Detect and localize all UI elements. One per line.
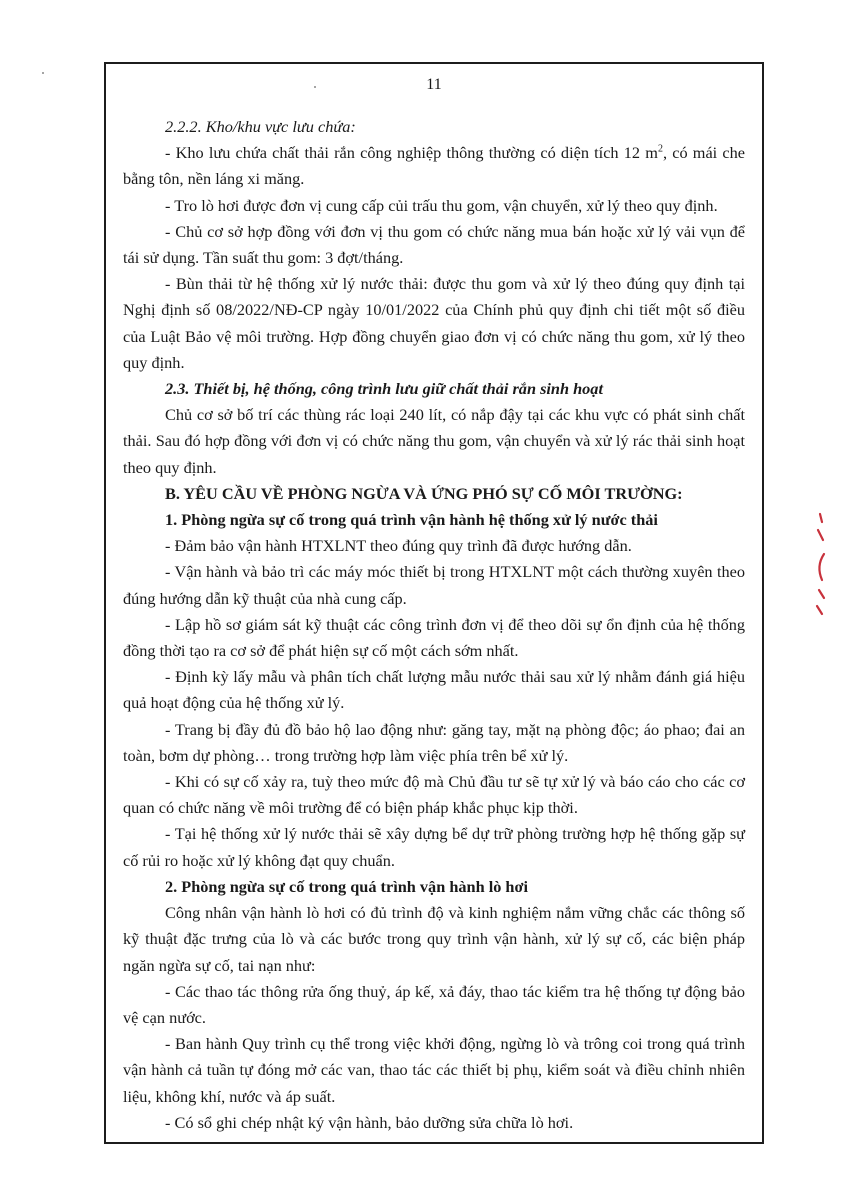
paragraph: - Vận hành và bảo trì các máy móc thiết bị trong HTXLNT một cách thường xuyên theo đúng hướng dẫn kỹ thuật của nhà cung cấp. (123, 562, 745, 608)
paragraph: - Ban hành Quy trình cụ thể trong việc khởi động, ngừng lò và trông coi trong quá trình vận hành cả tuần tự đóng mở các van, thao tác các thiết bị phụ, kiểm soát và điều chỉnh nhiên liệu, không khí, nước và áp suất. (123, 1034, 745, 1106)
paragraph: - Bùn thải từ hệ thống xử lý nước thải: được thu gom và xử lý theo đúng quy định tại Nghị định số 08/2022/NĐ-CP ngày 10/01/2022 của Chính phủ quy định chi tiết một số điều của Luật Bảo vệ môi trường. Hợp đồng chuyển giao đơn vị có chức năng thu gom, xử lý theo quy định. (123, 274, 745, 372)
section-2-3-title: 2.3. Thiết bị, hệ thống, công trình lưu giữ chất thải rắn sinh hoạt (165, 379, 603, 399)
paragraph: - Kho lưu chứa chất thải rắn công nghiệp thông thường có diện tích 12 $m^2$, có mái che bằng tôn, nền láng xi măng. (123, 143, 745, 189)
document-body (123, 114, 745, 1136)
paragraph: - Đảm bảo vận hành HTXLNT theo đúng quy trình đã được hướng dẫn. (165, 536, 632, 556)
section-b2-title: 2. Phòng ngừa sự cố trong quá trình vận hành lò hơi (165, 876, 529, 896)
scan-speck (42, 72, 44, 74)
paragraph: - Có sổ ghi chép nhật ký vận hành, bảo dưỡng sửa chữa lò hơi. (165, 1112, 574, 1132)
paragraph: - Chủ cơ sở hợp đồng với đơn vị thu gom có chức năng mua bán hoặc xử lý vải vụn để tái sử dụng. Tần suất thu gom: 3 đợt/tháng. (123, 221, 745, 268)
section-b1-title: 1. Phòng ngừa sự cố trong quá trình vận hành hệ thống xử lý nước thải (165, 510, 658, 530)
stamp-edge-mark (812, 510, 828, 620)
section-b-title: B. YÊU CẦU VỀ PHÒNG NGỪA VÀ ỨNG PHÓ SỰ CỐ MÔI TRƯỜNG: (165, 483, 683, 503)
paragraph: - Tại hệ thống xử lý nước thải sẽ xây dựng bể dự trữ phòng trường hợp hệ thống gặp sự cố rủi ro hoặc xử lý không đạt quy chuẩn. (123, 824, 745, 870)
paragraph: - Tro lò hơi được đơn vị cung cấp củi trấu thu gom, vận chuyển, xử lý theo quy định. (165, 195, 718, 215)
paragraph: - Trang bị đầy đủ đồ bảo hộ lao động như: găng tay, mặt nạ phòng độc; áo phao; đai an toàn, bơm dự phòng… trong trường hợp làm việc phía trên bể xử lý. (123, 719, 745, 765)
page-frame (104, 62, 764, 1144)
paragraph: - Lập hồ sơ giám sát kỹ thuật các công trình đơn vị để theo dõi sự ổn định của hệ thống đồng thời tạo ra cơ sở để phát hiện sự cố một cách sớm nhất. (123, 614, 745, 661)
section-2-2-2-title: 2.2.2. Kho/khu vực lưu chứa: (165, 117, 356, 136)
paragraph: Chủ cơ sở bố trí các thùng rác loại 240 lít, có nắp đậy tại các khu vực có phát sinh chất thải. Sau đó hợp đồng với đơn vị có chức năng thu gom, vận chuyển và xử lý rác thải sinh hoạt theo quy định. (123, 405, 745, 477)
paragraph: Công nhân vận hành lò hơi có đủ trình độ và kinh nghiệm nắm vững chắc các thông số kỹ thuật đặc trưng của lò và các bước trong quy trình vận hành, xử lý sự cố, các biện pháp ngăn ngừa sự cố, tai nạn như: (123, 903, 745, 975)
paragraph: - Khi có sự cố xảy ra, tuỳ theo mức độ mà Chủ đầu tư sẽ tự xử lý và báo cáo cho các cơ quan có chức năng về môi trường để có biện pháp khắc phục kịp thời. (123, 772, 745, 818)
paragraph: - Định kỳ lấy mẫu và phân tích chất lượng mẫu nước thải sau xử lý nhằm đánh giá hiệu quả hoạt động của hệ thống xử lý. (123, 667, 745, 713)
page-number: 11 (426, 76, 442, 93)
paragraph: - Các thao tác thông rửa ống thuỷ, áp kế, xả đáy, thao tác kiểm tra hệ thống tự động bảo vệ cạn nước. (123, 981, 745, 1027)
